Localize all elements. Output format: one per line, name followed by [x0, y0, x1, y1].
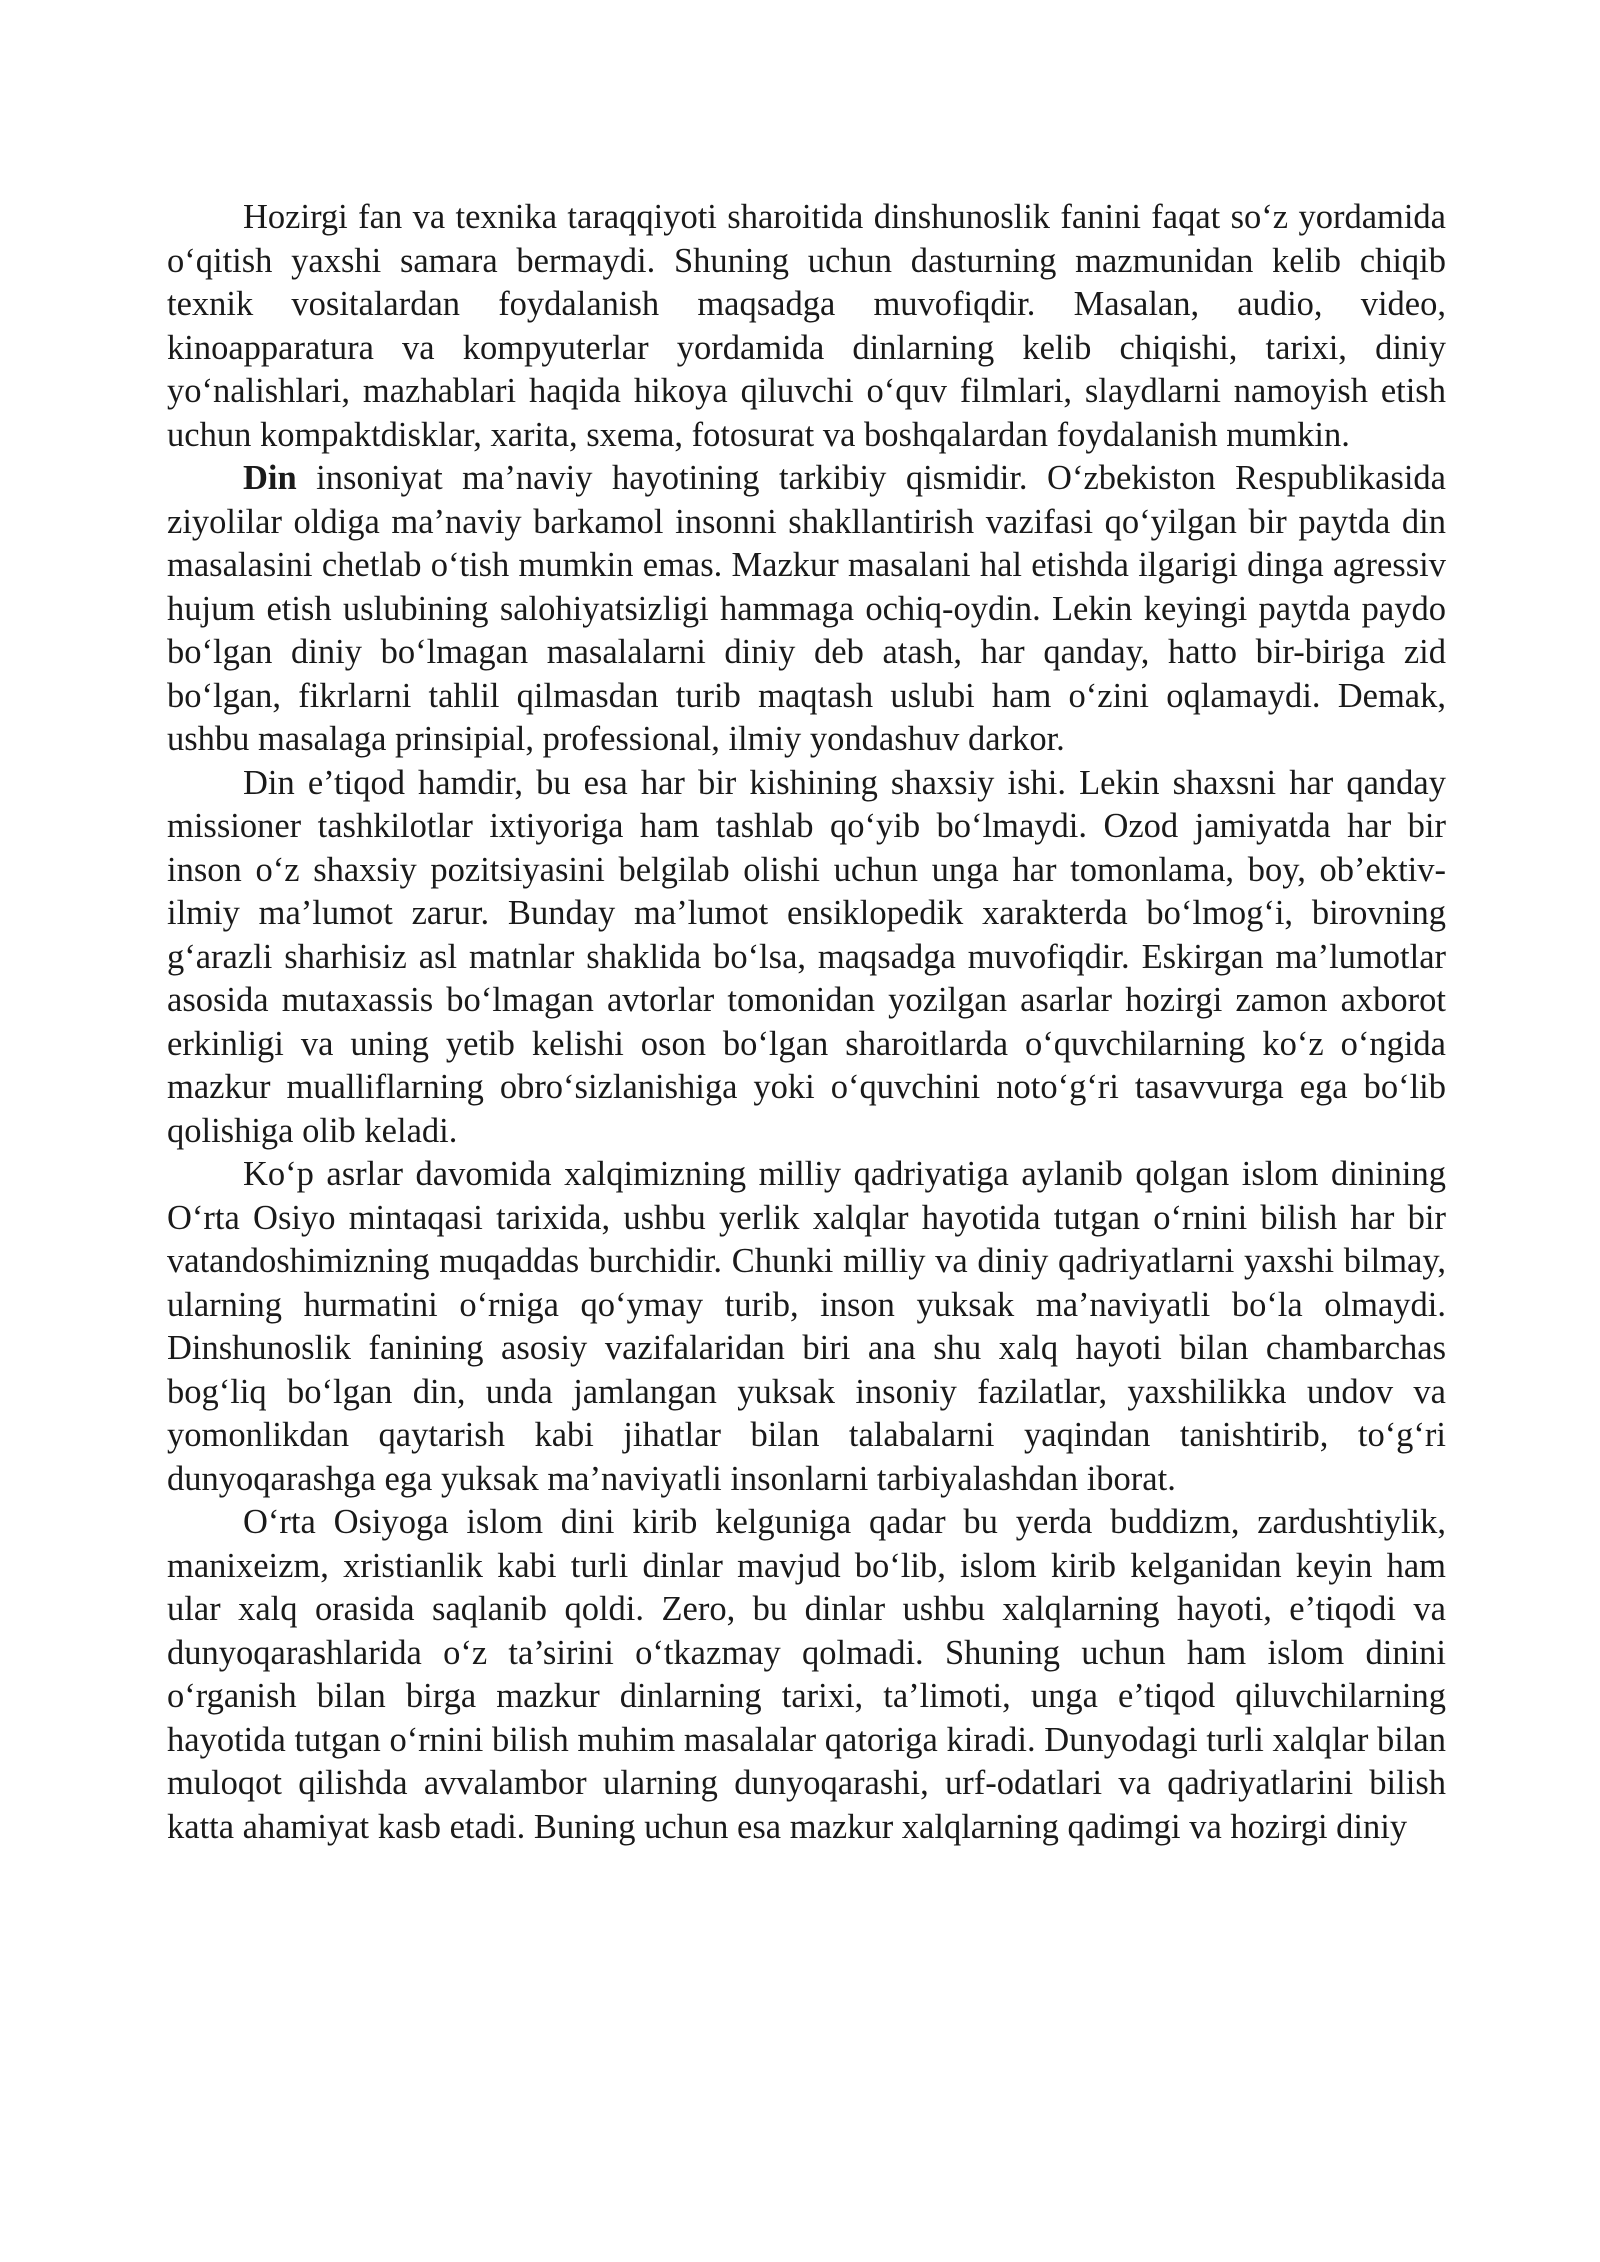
paragraph-4	[167, 1153, 1446, 1501]
paragraph-text: Ko‘p asrlar davomida xalqimizning milliy qadriyatiga aylanib qolgan islom dinining O‘rta Osiyo mintaqasi tarixida, ushbu yerlik xalqlar hayotida tutgan o‘rnini bilish har bir vatandoshimizning muqaddas burchidir. Chunki milliy va diniy qadriyatlarni yaxshi bilmay, ularning hurmatini o‘rniga qo‘ymay turib, inson yuksak ma’naviyatli bo‘la olmaydi. Dinshunoslik fanining asosiy vazifalaridan biri ana shu xalq hayoti bilan chambarchas bog‘liq bo‘lgan din, unda jamlangan yuksak insoniy fazilatlar, yaxshilikka undov va yomonlikdan qaytarish kabi jihatlar bilan talabalarni yaqindan tanishtirib, to‘g‘ri dunyoqarashga ega yuksak ma’naviyatli insonlarni tarbiyalashdan iborat.	[167, 1155, 1446, 1498]
document-body	[167, 196, 1446, 1849]
paragraph-5	[167, 1501, 1446, 1849]
paragraph-text: O‘rta Osiyoga islom dini kirib kelguniga qadar bu yerda buddizm, zardushtiylik, manixeizm, xristianlik kabi turli dinlar mavjud bo‘lib, islom kirib kelganidan keyin ham ular xalq orasida saqlanib qoldi. Zero, bu dinlar ushbu xalqlarning hayoti, e’tiqodi va dunyoqarashlarida o‘z ta’sirini o‘tkazmay qolmadi. Shuning uchun ham islom dinini o‘rganish bilan birga mazkur dinlarning tarixi, ta’limoti, unga e’tiqod qiluvchilarning hayotida tutgan o‘rnini bilish muhim masalalar qatoriga kiradi. Dunyodagi turli xalqlar bilan muloqot qilishda avvalambor ularning dunyoqarashi, urf-odatlari va qadriyatlarini bilish katta ahamiyat kasb etadi. Buning uchun esa mazkur xalqlarning qadimgi va hozirgi diniy	[167, 1503, 1446, 1846]
paragraph-3	[167, 762, 1446, 1154]
paragraph-text: insoniyat ma’naviy hayotining tarkibiy qismidir. O‘zbekiston Respublikasida ziyolilar oldiga ma’naviy barkamol insonni shakllantirish vazifasi qo‘yilgan bir paytda din masalasini chetlab o‘tish mumkin emas. Mazkur masalani hal etishda ilgarigi dinga agressiv hujum etish uslubining salohiyatsizligi hammaga ochiq-oydin. Lekin keyingi paytda paydo bo‘lgan diniy bo‘lmagan masalalarni diniy deb atash, har qanday, hatto bir-biriga zid bo‘lgan, fikrlarni tahlil qilmasdan turib maqtash uslubi ham o‘zini oqlamaydi. Demak, ushbu masalaga prinsipial, professional, ilmiy yondashuv darkor.	[167, 459, 1446, 758]
paragraph-2	[167, 457, 1446, 762]
paragraph-text: Din e’tiqod hamdir, bu esa har bir kishining shaxsiy ishi. Lekin shaxsni har qanday missioner tashkilotlar ixtiyoriga ham tashlab qo‘yib bo‘lmaydi. Ozod jamiyatda har bir inson o‘z shaxsiy pozitsiyasini belgilab olishi uchun unga har tomonlama, boy, ob’ektiv-ilmiy ma’lumot zarur. Bunday ma’lumot ensiklopedik xarakterda bo‘lmog‘i, birovning g‘arazli sharhisiz asl matnlar shaklida bo‘lsa, maqsadga muvofiqdir. Eskirgan ma’lumotlar asosida mutaxassis bo‘lmagan avtorlar tomonidan yozilgan asarlar hozirgi zamon axborot erkinligi va uning yetib kelishi oson bo‘lgan sharoitlarda o‘quvchilarning ko‘z o‘ngida mazkur mualliflarning obro‘sizlanishiga yoki o‘quvchini noto‘g‘ri tasavvurga ega bo‘lib qolishiga olib keladi.	[167, 763, 1446, 1150]
paragraph-1	[167, 196, 1446, 457]
paragraph-text: Hozirgi fan va texnika taraqqiyoti sharoitida dinshunoslik fanini faqat so‘z yordamida o‘qitish yaxshi samara bermaydi. Shuning uchun dasturning mazmunidan kelib chiqib texnik vositalardan foydalanish maqsadga muvofiqdir. Masalan, audio, video, kinoapparatura va kompyuterlar yordamida dinlarning kelib chiqishi, tarixi, diniy yo‘nalishlari, mazhablari haqida hikoya qiluvchi o‘quv filmlari, slaydlarni namoyish etish uchun kompaktdisklar, xarita, sxema, fotosurat va boshqalardan foydalanish mumkin.	[167, 198, 1446, 454]
paragraph-lead-term: Din	[243, 459, 297, 497]
